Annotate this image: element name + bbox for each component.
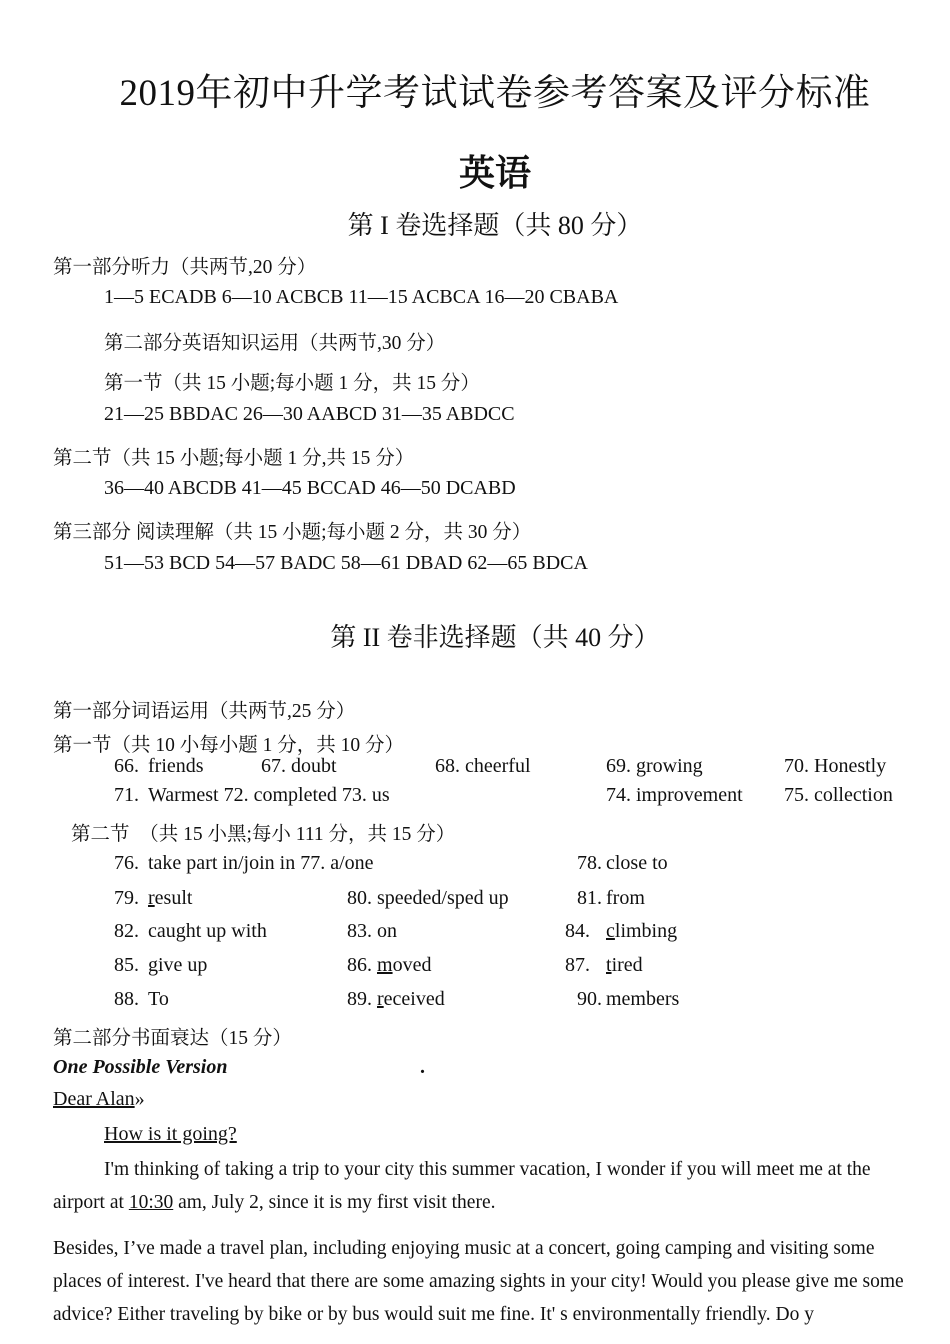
answer-text	[606, 954, 643, 977]
underlined-letter: m	[377, 954, 393, 976]
paper1-part2-sec2-title: 第二节（共 15 小题;每小题 1 分,共 15 分）	[53, 448, 415, 469]
answer-text: caught up with	[148, 920, 267, 942]
answer-text: give up	[148, 954, 208, 976]
question-number: 84.	[565, 920, 590, 942]
salutation-name: Dear Alan	[53, 1088, 135, 1110]
answer-rest: limbing	[614, 920, 678, 942]
answer-cell: 74. improvement	[606, 784, 743, 806]
salutation-mark: »	[134, 1088, 145, 1110]
letter-paragraph-1	[53, 1153, 925, 1219]
paper1-part2-sec2-answers: 36—40 ABCDB 41—45 BCCAD 46—50 DCABD	[104, 477, 516, 499]
para1-time: 10:30	[128, 1192, 174, 1213]
answer-rest: eceived	[383, 988, 445, 1010]
answer-text: 83. on	[347, 920, 397, 942]
paper1-part2-title: 第二部分英语知识运用（共两节,30 分）	[104, 333, 446, 354]
paper1-heading: 第 I 卷选择题（共 80 分）	[347, 211, 643, 240]
answer-text	[347, 954, 431, 977]
question-number: 82.	[114, 920, 139, 942]
answer-text	[347, 988, 445, 1011]
question-prefix: 89.	[347, 988, 377, 1010]
question-number: 87.	[565, 954, 590, 976]
answer-rest: ired	[611, 954, 643, 976]
para1-start: I'm thinking of taking a trip to your city this summer vacation, I wonder if you will meet me at the airport at	[53, 1159, 871, 1213]
answer-cell: 68. cheerful	[435, 755, 531, 777]
paper2-sec1-title: 第一节（共 10 小每小题 1 分，共 10 分）	[53, 735, 405, 756]
paper1-part3-answers: 51—53 BCD 54—57 BADC 58—61 DBAD 62—65 BDCA	[104, 552, 588, 574]
answer-cell: 71.	[114, 784, 139, 806]
underlined-letter: c	[606, 920, 615, 942]
version-label: One Possible Version	[53, 1056, 228, 1078]
question-number: 79.	[114, 887, 139, 909]
paper2-sec2-title: 第二节 （共 15 小黑;每小 111 分，共 15 分）	[71, 824, 456, 845]
answer-cell: 66.	[114, 755, 139, 777]
answer-text: members	[606, 988, 680, 1010]
paper2-part2-title: 第二部分书面衰达（15 分）	[53, 1028, 292, 1049]
letter-paragraph-2: Besides, I’ve made a travel plan, including enjoying music at a concert, going camping and visiting some places of interest. I've heard that there are some amazing sights in your city! Would you please give me some advice? Either traveling by bike or by bus would suit me fine. It' s environmentally friendly. Do y	[53, 1238, 904, 1325]
document-title: 2019年初中升学考试试卷参考答案及评分标准	[119, 73, 871, 114]
question-number: 88.	[114, 988, 139, 1010]
question-prefix: 86.	[347, 954, 377, 976]
paper1-part1-title: 第一部分听力（共两节,20 分）	[53, 257, 317, 278]
question-number: 81.	[577, 887, 602, 909]
answer-text: from	[606, 887, 645, 909]
question-number: 76.	[114, 852, 139, 874]
answer-rest: oved	[392, 954, 432, 976]
answer-text: To	[148, 988, 169, 1010]
answer-cell: Warmest 72. completed 73. us	[148, 784, 390, 806]
answer-cell: 67. doubt	[261, 755, 337, 777]
paper1-part2-sec1-title: 第一节（共 15 小题;每小题 1 分，共 15 分）	[104, 373, 480, 394]
para1-end: am, July 2, since it is my first visit there.	[173, 1192, 496, 1213]
paper2-heading: 第 II 卷非选择题（共 40 分）	[330, 623, 660, 652]
salutation	[53, 1088, 145, 1111]
question-number: 78.	[577, 852, 602, 874]
answer-cell: 69. growing	[606, 755, 703, 777]
version-dot: .	[420, 1056, 425, 1078]
paper1-part2-sec1-answers: 21—25 BBDAC 26—30 AABCD 31—35 ABDCC	[104, 403, 515, 425]
subject-heading: 英语	[458, 153, 531, 193]
answer-text: close to	[606, 852, 668, 874]
underlined-letter: t	[606, 954, 612, 976]
question-number: 90.	[577, 988, 602, 1010]
answer-cell: friends	[148, 755, 204, 777]
answer-text: take part in/join in 77. a/one	[148, 852, 374, 874]
answer-text	[606, 920, 677, 943]
paper1-part3-title: 第三部分 阅读理解（共 15 小题;每小题 2 分，共 30 分）	[53, 522, 532, 543]
answer-text: 80. speeded/sped up	[347, 887, 509, 909]
underlined-letter: r	[148, 887, 155, 909]
paper2-part1-title: 第一部分词语运用（共两节,25 分）	[53, 701, 356, 722]
question-number: 85.	[114, 954, 139, 976]
underlined-letter: r	[377, 988, 384, 1010]
paper1-part1-answers: 1—5 ECADB 6—10 ACBCB 11—15 ACBCA 16—20 CBABA	[104, 286, 619, 308]
answer-cell: 75. collection	[784, 784, 893, 806]
answer-rest: esult	[154, 887, 193, 909]
greeting: How is it going?	[104, 1123, 237, 1145]
answer-text	[148, 887, 192, 910]
answer-cell: 70. Honestly	[784, 755, 887, 777]
